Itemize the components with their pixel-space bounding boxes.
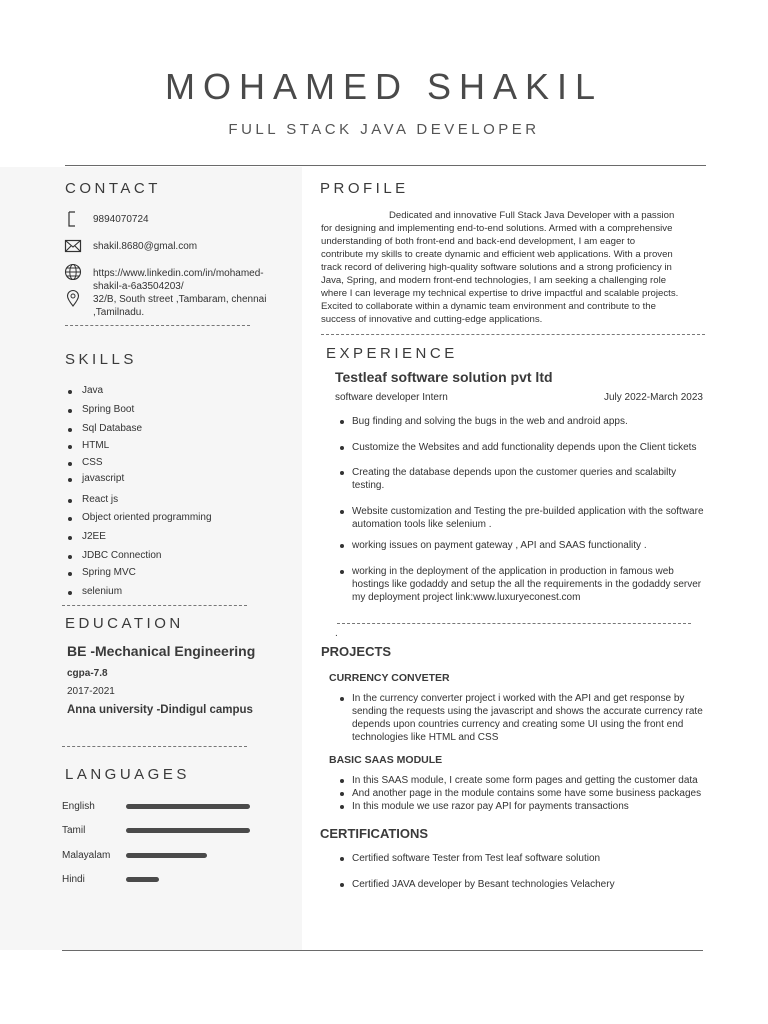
languages-heading: LANGUAGES	[65, 766, 190, 783]
certifications-heading: CERTIFICATIONS	[320, 826, 429, 841]
footer-divider	[62, 950, 703, 951]
profile-line: Excited to collaborate within a dynamic team environment and contribute to the	[321, 301, 656, 312]
experience-heading: EXPERIENCE	[326, 345, 458, 362]
project-2-title: BASIC SAAS MODULE	[329, 754, 443, 766]
education-institution: Anna university -Dindigul campus	[67, 704, 253, 716]
globe-icon	[64, 263, 82, 281]
job-title: FULL STACK JAVA DEVELOPER	[228, 121, 540, 138]
profile-line: for designing and implementing end-to-end solutions. Armed with a comprehensive	[321, 223, 673, 234]
location-pin-icon	[64, 289, 82, 307]
profile-line: where I can leverage my technical expertise to drive impactful and scalable projects.	[321, 288, 679, 299]
email-icon	[64, 237, 82, 255]
project-1-description: In the currency converter project i worked with the API and get response by sending the requests using the javascript and shows the accurate currency rate depends upon countries currency and creating some UI using the front end technologies like HTML and CSS	[338, 692, 723, 744]
experience-company: Testleaf software solution pvt ltd	[335, 369, 553, 385]
profile-text	[321, 209, 721, 326]
profile-line: track record of delivering high-quality software solutions and a strong proficiency in	[321, 262, 672, 273]
linkedin-line-2: shakil-a-6a3504203/	[93, 281, 184, 292]
contact-phone: 9894070724	[93, 214, 149, 225]
language-name: Hindi	[62, 874, 85, 885]
language-name: Tamil	[62, 825, 86, 836]
education-degree: BE -Mechanical Engineering	[67, 643, 256, 659]
project-2-item: And another page in the module contains some have some business packages	[338, 787, 723, 800]
experience-position: software developer Intern	[335, 392, 448, 403]
experience-trailing-dot: .	[335, 628, 338, 639]
education-heading: EDUCATION	[65, 615, 184, 632]
experience-bullet: Bug finding and solving the bugs in the web and android apps.	[338, 415, 723, 428]
language-name: English	[62, 801, 95, 812]
experience-divider	[337, 623, 691, 624]
language-proficiency-bar	[126, 804, 250, 809]
address-line-2: ,Tamilnadu.	[93, 307, 145, 318]
profile-heading: PROFILE	[320, 180, 409, 197]
address-line-1: 32/B, South street ,Tambaram, chennai	[93, 294, 267, 305]
contact-heading: CONTACT	[65, 180, 161, 197]
profile-line: Dedicated and innovative Full Stack Java Developer with a passion	[389, 210, 675, 221]
education-divider	[62, 746, 247, 747]
projects-heading: PROJECTS	[321, 644, 392, 659]
candidate-name: MOHAMED SHAKIL	[164, 66, 604, 107]
skills-heading: SKILLS	[65, 351, 137, 368]
header-divider	[65, 165, 706, 166]
profile-line: success of innovative and cutting-edge applications.	[321, 314, 543, 325]
experience-dates: July 2022-March 2023	[604, 392, 703, 403]
contact-linkedin[interactable]	[93, 267, 264, 293]
profile-divider	[321, 334, 705, 335]
certification-item: Certified software Tester from Test leaf software solution	[338, 852, 723, 865]
language-proficiency-bar	[126, 828, 250, 833]
skills-divider	[62, 605, 247, 606]
experience-bullet: Website customization and Testing the pre-builded application with the software automation tools like selenium .	[338, 505, 723, 531]
phone-icon	[63, 210, 81, 228]
experience-bullet: working issues on payment gateway , API and SAAS functionality .	[338, 539, 723, 552]
profile-line: understanding of both front-end and back-end development, I am eager to	[321, 236, 636, 247]
education-years: 2017-2021	[67, 686, 115, 697]
certification-item: Certified JAVA developer by Besant technologies Velachery	[338, 878, 723, 891]
project-1-title: CURRENCY CONVETER	[329, 672, 450, 684]
project-2-item: In this SAAS module, I create some form pages and getting the customer data	[338, 774, 723, 787]
language-proficiency-bar	[126, 877, 159, 882]
education-cgpa: cgpa-7.8	[67, 668, 108, 679]
contact-divider	[65, 325, 250, 326]
profile-line: Java, Spring, and modern front-end technologies, I am seeking a challenging role	[321, 275, 667, 286]
profile-line: contribute my skills to create dynamic and efficient web applications. With a proven	[321, 249, 673, 260]
contact-address	[93, 293, 266, 319]
language-name: Malayalam	[62, 850, 111, 861]
contact-email: shakil.8680@gmal.com	[93, 241, 198, 252]
experience-bullet: Creating the database depends upon the customer queries and scalabilty testing.	[338, 466, 723, 492]
experience-bullet: working in the deployment of the application in production in famous web hostings like godaddy and setup the all the requirements in the godaddy server my deployment project link:www.luxuryeconest.com	[338, 565, 723, 604]
language-proficiency-bar	[126, 853, 207, 858]
linkedin-line-1: https://www.linkedin.com/in/mohamed-	[93, 268, 264, 279]
experience-bullet: Customize the Websites and add functionality depends upon the Client tickets	[338, 441, 723, 454]
project-2-item: In this module we use razor pay API for payments transactions	[338, 800, 723, 813]
